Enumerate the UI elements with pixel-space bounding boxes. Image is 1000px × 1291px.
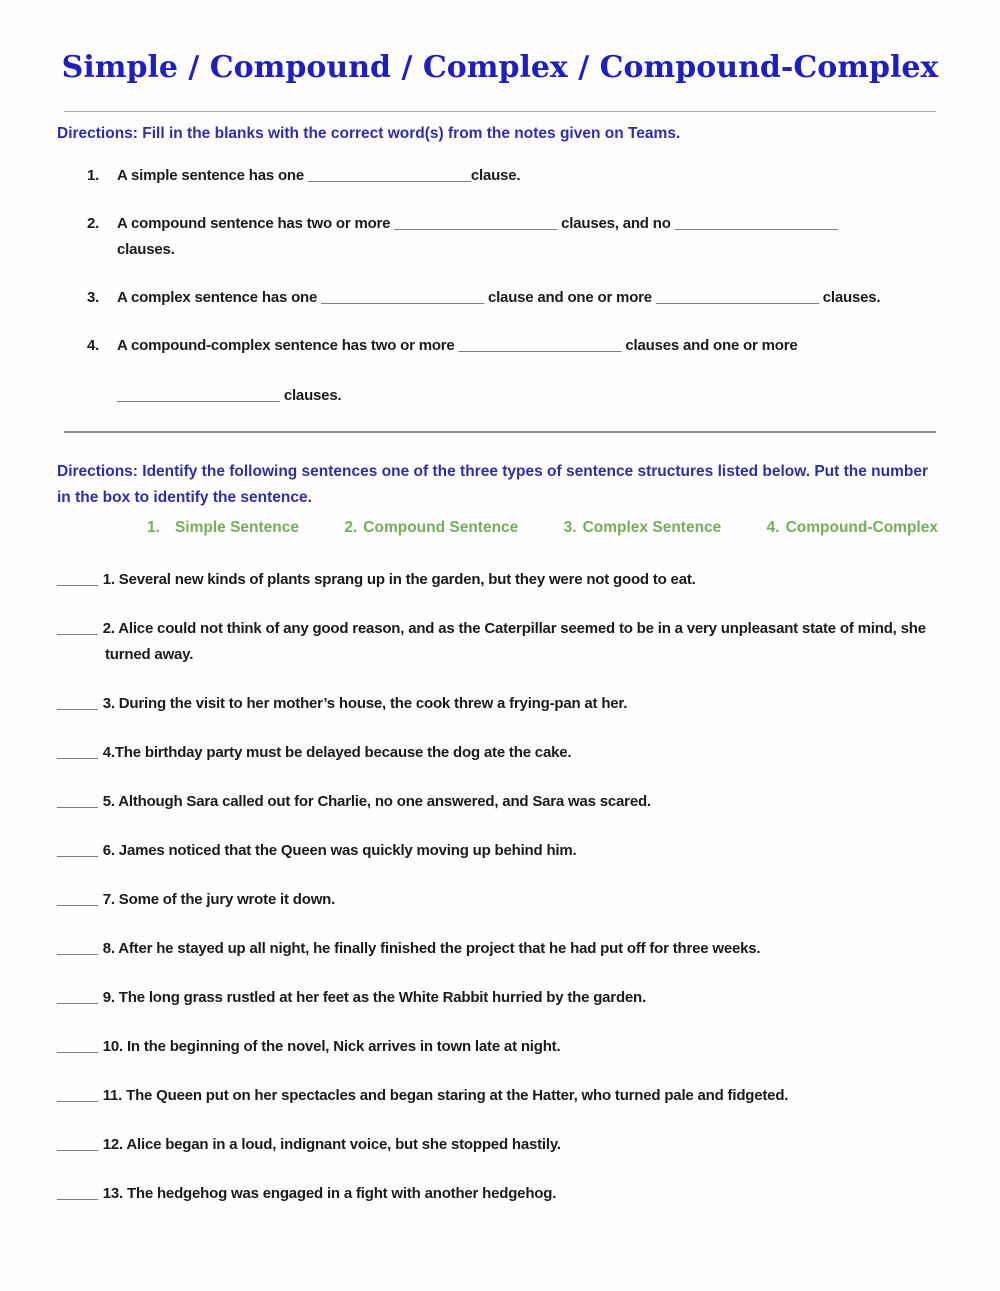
sentence-text: 2. Alice could not think of any good reason, and as the Caterpillar seemed to be in a very unpleasant state of mind, she turned away. <box>102 620 926 663</box>
sentence-item <box>57 985 950 1011</box>
sentence-text: 3. During the visit to her mother’s house, the cook threw a frying-pan at her. <box>102 695 628 712</box>
answer-blank[interactable]: _____ <box>57 744 98 761</box>
fill-in-blank[interactable]: ____________________ <box>321 289 484 306</box>
item-text: A complex sentence has one <box>117 289 322 306</box>
option-number: 3. <box>563 519 577 536</box>
option-label: Compound Sentence <box>363 519 519 536</box>
fill-in-item-4 <box>87 333 943 409</box>
option-complex-sentence <box>564 519 722 537</box>
option-compound-complex <box>767 519 938 537</box>
answer-blank[interactable]: _____ <box>57 989 98 1006</box>
answer-blank[interactable]: _____ <box>57 695 98 712</box>
fill-in-blank[interactable]: ____________________ <box>458 337 622 354</box>
sentence-text: 4.The birthday party must be delayed because the dog ate the cake. <box>102 744 572 761</box>
sentence-item <box>57 887 950 913</box>
sentence-item <box>57 1034 950 1060</box>
answer-blank[interactable]: _____ <box>57 620 98 637</box>
sentence-text: 9. The long grass rustled at her feet as the White Rabbit hurried by the garden. <box>102 989 646 1006</box>
sentence-item <box>57 691 950 717</box>
item-text: A compound sentence has two or more <box>117 215 395 232</box>
sentence-item <box>57 789 950 815</box>
option-compound-sentence <box>344 519 518 537</box>
fill-in-directions: Directions: Fill in the blanks with the correct word(s) from the notes given on Teams. <box>57 125 681 142</box>
fill-in-blank[interactable]: ____________________ <box>394 215 558 232</box>
fill-in-item-1 <box>87 163 943 189</box>
fill-in-blank[interactable]: ____________________ <box>655 289 819 306</box>
item-number: 4. <box>87 337 100 354</box>
answer-blank[interactable]: _____ <box>57 1136 98 1153</box>
sentence-item <box>57 1083 950 1109</box>
sentence-text: 8. After he stayed up all night, he finally finished the project that he had put off for three weeks. <box>102 940 761 957</box>
option-number: 2. <box>344 519 358 536</box>
answer-blank[interactable]: _____ <box>57 1038 98 1055</box>
fill-in-list <box>87 163 943 409</box>
item-text: clause. <box>470 167 521 184</box>
answer-blank[interactable]: _____ <box>57 1185 98 1202</box>
page-title: Simple / Compound / Complex / Compound-Complex <box>61 50 939 85</box>
fill-in-blank[interactable]: ____________________ <box>307 167 471 184</box>
answer-blank[interactable]: _____ <box>57 940 98 957</box>
sentence-item <box>57 616 950 668</box>
sentence-type-options <box>147 519 938 537</box>
sentence-item <box>57 1132 950 1158</box>
item-text: clauses and one or more <box>621 337 798 354</box>
top-divider <box>64 111 936 112</box>
option-number: 4. <box>766 519 780 536</box>
sentence-text: 12. Alice began in a loud, indignant voice, but she stopped hastily. <box>102 1136 561 1153</box>
sentence-text: 11. The Queen put on her spectacles and began staring at the Hatter, who turned pale and fidgeted. <box>102 1087 789 1104</box>
sentence-item <box>57 838 950 864</box>
sentence-text: 10. In the beginning of the novel, Nick arrives in town late at night. <box>102 1038 561 1055</box>
option-number: 1. <box>147 519 160 536</box>
item-text: clause and one or more <box>483 289 656 306</box>
item-text: A simple sentence has one <box>117 167 308 184</box>
item-text: A compound-complex sentence has two or more <box>117 337 459 354</box>
fill-in-item-3 <box>87 285 943 311</box>
option-simple-sentence <box>147 519 299 537</box>
item-number: 2. <box>87 215 100 232</box>
answer-blank[interactable]: _____ <box>57 571 98 588</box>
answer-blank[interactable]: _____ <box>57 1087 98 1104</box>
item-line <box>117 211 943 237</box>
item-number: 3. <box>87 289 100 306</box>
item-text: clauses. <box>279 387 342 404</box>
item-number: 1. <box>87 167 100 184</box>
item-line <box>117 333 943 359</box>
sentence-list <box>57 567 950 1207</box>
section-divider <box>64 431 936 433</box>
item-text: clauses. <box>818 289 881 306</box>
fill-in-item-2 <box>87 211 943 263</box>
fill-in-blank[interactable]: ____________________ <box>674 215 838 232</box>
sentence-text: 7. Some of the jury wrote it down. <box>102 891 336 908</box>
sentence-item <box>57 1181 950 1207</box>
sentence-text: 1. Several new kinds of plants sprang up in the garden, but they were not good to eat. <box>102 571 696 588</box>
sentence-item <box>57 740 950 766</box>
answer-blank[interactable]: _____ <box>57 891 98 908</box>
sentence-item <box>57 936 950 962</box>
answer-blank[interactable]: _____ <box>57 842 98 859</box>
sentence-text: 6. James noticed that the Queen was quickly moving up behind him. <box>102 842 577 859</box>
option-label: Simple Sentence <box>174 519 299 536</box>
option-label: Complex Sentence <box>582 519 722 536</box>
identify-directions: Directions: Identify the following sentences one of the three types of sentence structures listed below. Put the number in the box to identify the sentence. <box>57 463 929 506</box>
sentence-text: 13. The hedgehog was engaged in a fight with another hedgehog. <box>102 1185 557 1202</box>
sentence-text: 5. Although Sara called out for Charlie, no one answered, and Sara was scared. <box>102 793 651 810</box>
sentence-item <box>57 567 950 593</box>
item-line: clauses. <box>117 241 175 258</box>
item-text: clauses, and no <box>557 215 675 232</box>
answer-blank[interactable]: _____ <box>57 793 98 810</box>
item-line <box>117 383 943 409</box>
fill-in-blank[interactable]: ____________________ <box>117 387 280 404</box>
option-label: Compound-Complex <box>785 519 938 536</box>
